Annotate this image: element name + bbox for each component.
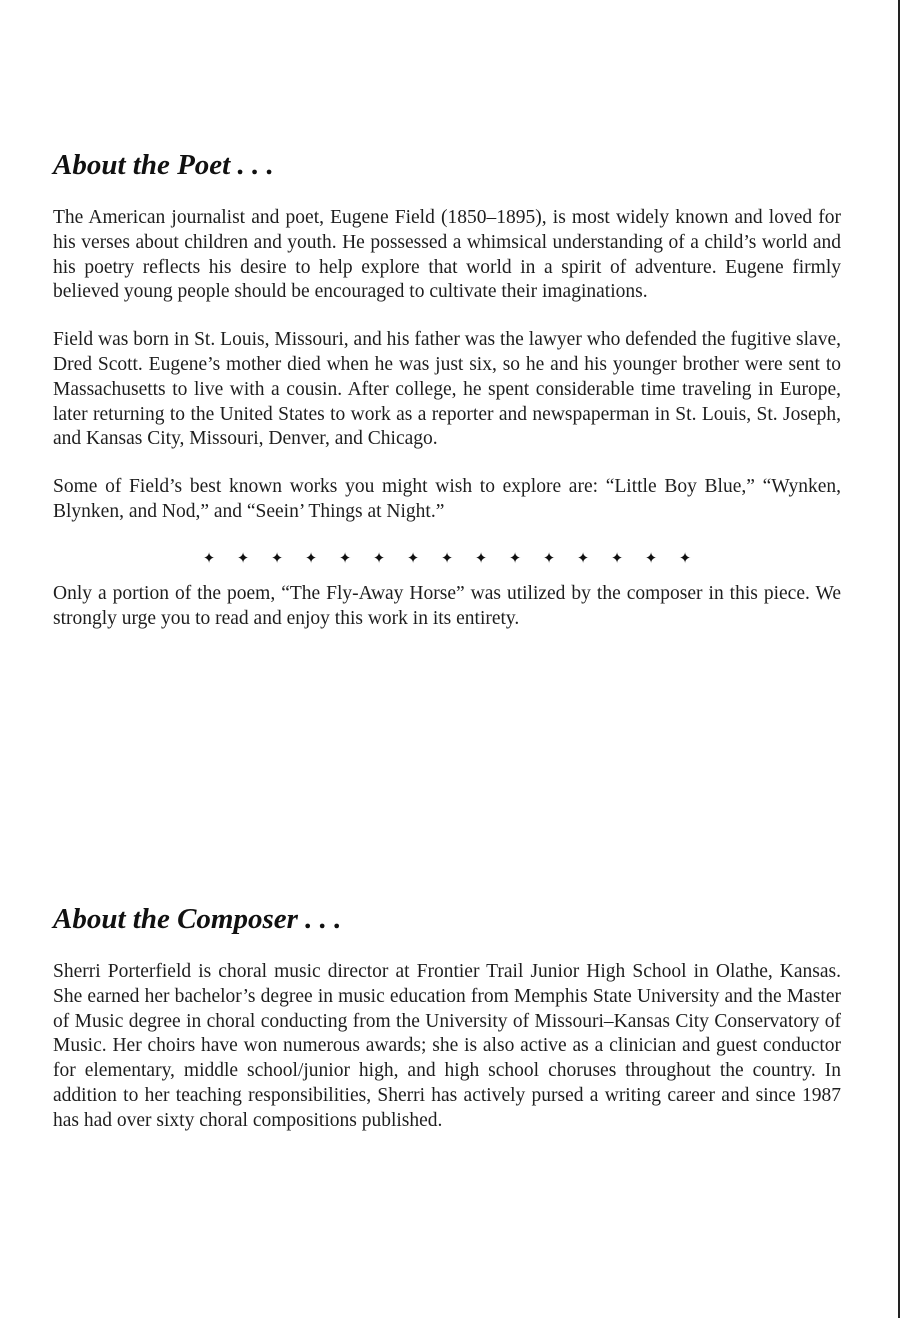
divider-star-icon: ✦ (542, 550, 556, 567)
divider-star-icon: ✦ (406, 550, 420, 567)
composer-paragraph: Sherri Porterfield is choral music director at Frontier Trail Junior High School in Olathe, Kansas. She earned her bachelor’s degree in music education from Memphis State University and the Master of Music degree in choral conducting from the University of Missouri–Kansas City Conservatory of Music. Her choirs have won numerous awards; she is also active as a clinician and guest conductor for elementary, middle school/junior high, and high school choruses throughout the country. In addition to her teaching responsibilities, Sherri has actively pursed a writing career and since 1987 has had over sixty choral compositions published. (53, 961, 841, 1131)
about-composer-section (53, 900, 841, 1157)
divider-star-icon: ✦ (372, 550, 386, 567)
about-composer-heading: About the Composer . . . (53, 903, 342, 935)
divider-star-icon: ✦ (304, 550, 318, 567)
divider-star-icon: ✦ (440, 550, 454, 567)
divider-star-icon: ✦ (338, 550, 352, 567)
divider-star-icon: ✦ (236, 550, 250, 567)
divider-star-icon: ✦ (610, 550, 624, 567)
divider-star-icon: ✦ (508, 550, 522, 567)
divider-star-icon: ✦ (644, 550, 658, 567)
divider-star-icon: ✦ (678, 550, 692, 567)
about-poet-heading: About the Poet . . . (53, 149, 274, 181)
poet-paragraph-1: The American journalist and poet, Eugene Field (1850–1895), is most widely known and loved for his verses about children and youth. He possessed a whimsical understanding of a child’s world and his poetry reflects his desire to help explore that world in a spirit of adventure. Eugene firmly believed young people should be encouraged to cultivate their imaginations. (53, 207, 841, 303)
poem-note-paragraph: Only a portion of the poem, “The Fly-Away Horse” was utilized by the composer in this piece. We strongly urge you to read and enjoy this work in its entirety. (53, 582, 841, 629)
ornamental-divider (53, 548, 841, 570)
poet-paragraph-2: Field was born in St. Louis, Missouri, and his father was the lawyer who defended the fugitive slave, Dred Scott. Eugene’s mother died when he was just six, so he and his younger brother were sent to Massachusetts to live with a cousin. After college, he spent considerable time traveling in Europe, later returning to the United States to work as a reporter and newspaperman in St. Louis, St. Joseph, and Kansas City, Missouri, Denver, and Chicago. (53, 329, 841, 450)
about-poet-section (53, 146, 841, 654)
divider-star-icon: ✦ (270, 550, 284, 567)
divider-star-icon: ✦ (202, 550, 216, 567)
divider-star-icon: ✦ (474, 550, 488, 567)
poet-paragraph-3: Some of Field’s best known works you might wish to explore are: “Little Boy Blue,” “Wynken, Blynken, and Nod,” and “Seein’ Things at Night.” (53, 476, 841, 522)
divider-star-icon: ✦ (576, 550, 590, 567)
